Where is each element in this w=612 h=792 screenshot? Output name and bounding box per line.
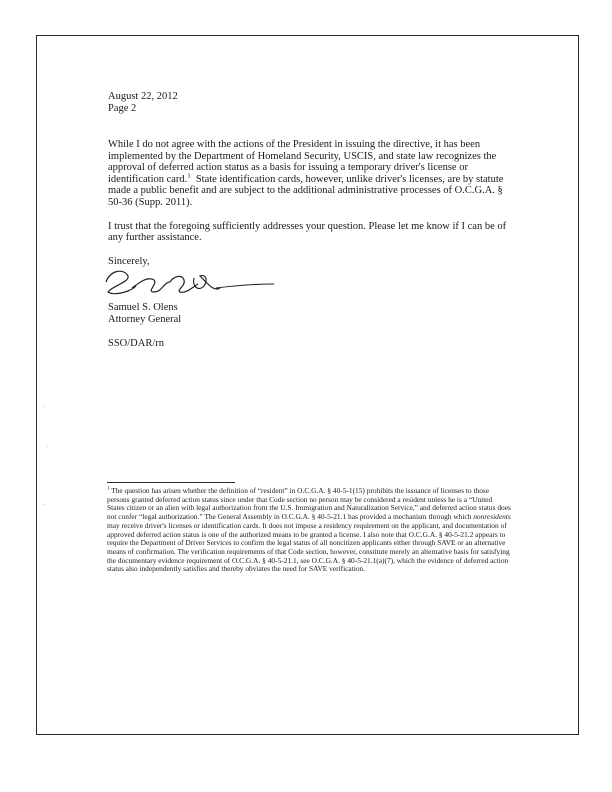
footnote-text-part-a: The question has arisen whether the definition of “resident” in O.C.G.A. § 40-5-1(15) prohibits the issuance of licenses to those persons granted deferred action status since under that Code section no person may be considered a resident unless he is a “United States citizen or an alien with legal authorization from the U.S. Immigration and Naturalization Service,” and deferred action status does not confer “legal authorization.” The General Assembly in O.C.G.A. § 40-5-21.1 has provided a mechanism through which [107, 486, 511, 522]
footnote-text [107, 487, 511, 574]
footnote-emphasis: nonresidents [473, 512, 511, 522]
paragraph-directive-continued: State identification cards, however, unlike driver's licenses, are by statute made a public benefit and are subject to the additional administrative processes of O.C.G.A. § 50-36 (Supp. 2011). [108, 173, 504, 208]
footnote-separator [107, 482, 235, 483]
paragraph-directive-text: While I do not agree with the actions of the President in issuing the directive, it has been implemented by the Department of Homeland Security, USCIS, and state law recognizes the approval of deferred action status as a basis for issuing a temporary driver's license or identification card. [108, 139, 497, 185]
letter-body [108, 91, 508, 350]
letter-page [36, 35, 579, 735]
footnote-text-part-b: may receive driver's licenses or identification cards. It does not impose a residency requirement on the applicant, and documentation of approved deferred action status is one of the authorized means to be granted a license. I also note that O.C.G.A. § 40-5-21.2 appears to require the Department of Driver Services to confirm the legal status of all noncitizen applicants either through SAVE or an alternative means of confirmation. The verification requirements of that Code section, however, constitute merely an alternative basis for satisfying the documentary evidence requirement of O.C.G.A. § 40-5-21.1, see O.C.G.A. § 40-5-21.1(a)(7), which the evidence of deferred action status also independently satisfies and thereby obviates the need for SAVE verification. [107, 520, 510, 574]
signer-title: Attorney General [108, 313, 182, 325]
reference-initials: SSO/DAR/rn [108, 337, 165, 349]
handwritten-signature [102, 262, 282, 302]
scan-speck [47, 446, 48, 447]
paragraph-directive [108, 139, 508, 209]
scan-speck [43, 406, 44, 407]
footnote-reference: 1 [187, 172, 191, 180]
signature-block [108, 268, 508, 302]
letter-date: August 22, 2012 [108, 91, 178, 102]
signer-name: Samuel S. Olens [108, 301, 178, 313]
page-number-label: Page 2 [108, 103, 137, 114]
closing-salutation: Sincerely, [108, 255, 150, 267]
footnote-marker: 1 [107, 486, 110, 492]
paragraph-closing-remarks: I trust that the foregoing sufficiently addresses your question. Please let me know if I can be of any further assistance. [108, 220, 507, 244]
scan-speck [44, 504, 45, 505]
